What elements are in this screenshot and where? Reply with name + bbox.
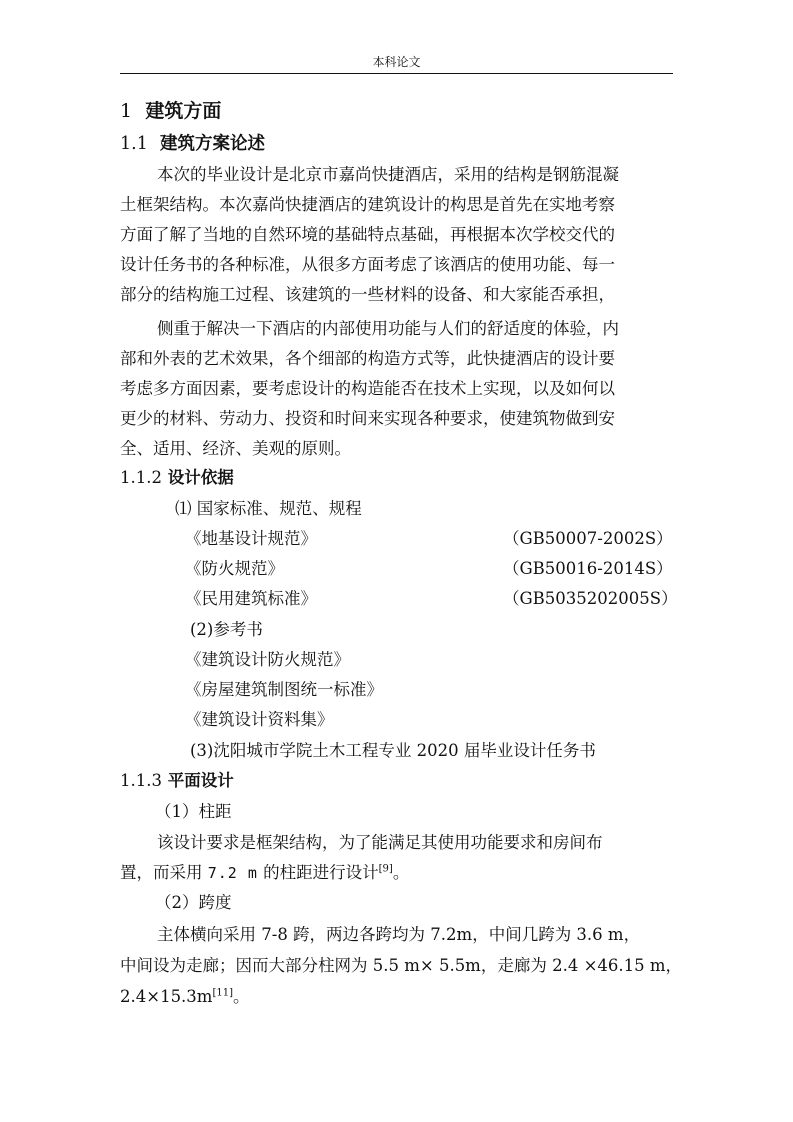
standard-code: （GB50016-2014S） [503,559,673,578]
paragraph-line [120,986,249,1008]
paragraph-line: 方面了解了当地的自然环境的基础特点基础，再根据本次学校交代的 [120,225,615,244]
text-run: 置，而采用 [120,863,208,882]
book-title: 《建筑设计防火规范》 [185,650,350,669]
subsection-label: （1）柱距 [155,802,232,821]
section-title: 平面设计 [167,771,234,790]
section-heading-1-1-3 [120,770,234,792]
section-heading-1-1-2 [120,467,234,489]
standard-name: 《防火规范》 [185,559,284,578]
paragraph-line: 土框架结构。本次嘉尚快捷酒店的建筑设计的构思是首先在实地考察 [120,195,615,214]
list-item-label: (3)沈阳城市学院土木工程专业 2020 届毕业设计任务书 [190,741,596,760]
list-item-label: ⑴ 国家标准、规范、规程 [175,499,362,518]
section-heading-1 [120,98,221,124]
standard-name: 《民用建筑标准》 [185,589,317,608]
section-number: 1 [120,100,133,122]
standard-name: 《地基设计规范》 [185,529,317,548]
citation-ref: [9] [378,863,393,875]
paragraph-line: 部分的结构施工过程、该建筑的一些材料的设备、和大家能否承担， [120,285,615,304]
section-number: 1.1.3 [120,771,162,790]
section-number: 1.1.2 [120,468,162,487]
citation-ref: [11] [212,987,233,999]
paragraph-line: 更少的材料、劳动力、投资和时间来实现各种要求，使建筑物做到安 [120,409,615,428]
paragraph-line [120,862,409,884]
list-item-label: (2)参考书 [190,620,263,639]
column-spacing-value: 7.2 m [207,864,258,882]
paragraph-line: 考虑多方面因素，要考虑设计的构造能否在技术上实现，以及如何以 [120,379,615,398]
page-header: 本科论文 [372,55,421,69]
paragraph-line: 该设计要求是框架结构，为了能满足其使用功能要求和房间布 [157,833,603,852]
paragraph-line: 全、适用、经济、美观的原则。 [120,439,351,458]
paragraph-line: 中间设为走廊；因而大部分柱网为 5.5 m× 5.5m，走廊为 2.4 ×46.15 m， [120,956,683,975]
book-title: 《房屋建筑制图统一标准》 [185,680,383,699]
text-run: 的柱距进行设计 [257,863,379,882]
text-run: 。 [392,863,410,882]
standard-code: （GB50007-2002S） [503,529,673,548]
paragraph-line: 部和外表的艺术效果，各个细部的构造方式等，此快捷酒店的设计要 [120,349,615,368]
section-title: 建筑方案论述 [160,134,266,154]
subsection-label: （2）跨度 [155,893,232,912]
paragraph-line: 本次的毕业设计是北京市嘉尚快捷酒店，采用的结构是钢筋混凝 [157,165,619,184]
section-title: 建筑方面 [145,100,222,122]
section-number: 1.1 [120,134,148,154]
paragraph-line: 主体横向采用 7-8 跨，两边各跨均为 7.2m，中间几跨为 3.6 m， [157,925,641,944]
section-title: 设计依据 [167,468,234,487]
paragraph-line: 侧重于解决一下酒店的内部使用功能与人们的舒适度的体验，内 [157,319,619,338]
section-heading-1-1 [120,132,265,156]
text-run: 2.4×15.3m [120,987,213,1006]
paragraph-line: 设计任务书的各种标准，从很多方面考虑了该酒店的使用功能、每一 [120,255,615,274]
standard-code: （GB5035202005S） [503,589,678,608]
book-title: 《建筑设计资料集》 [185,710,334,729]
header-rule [120,73,673,74]
text-run: 。 [232,987,250,1006]
